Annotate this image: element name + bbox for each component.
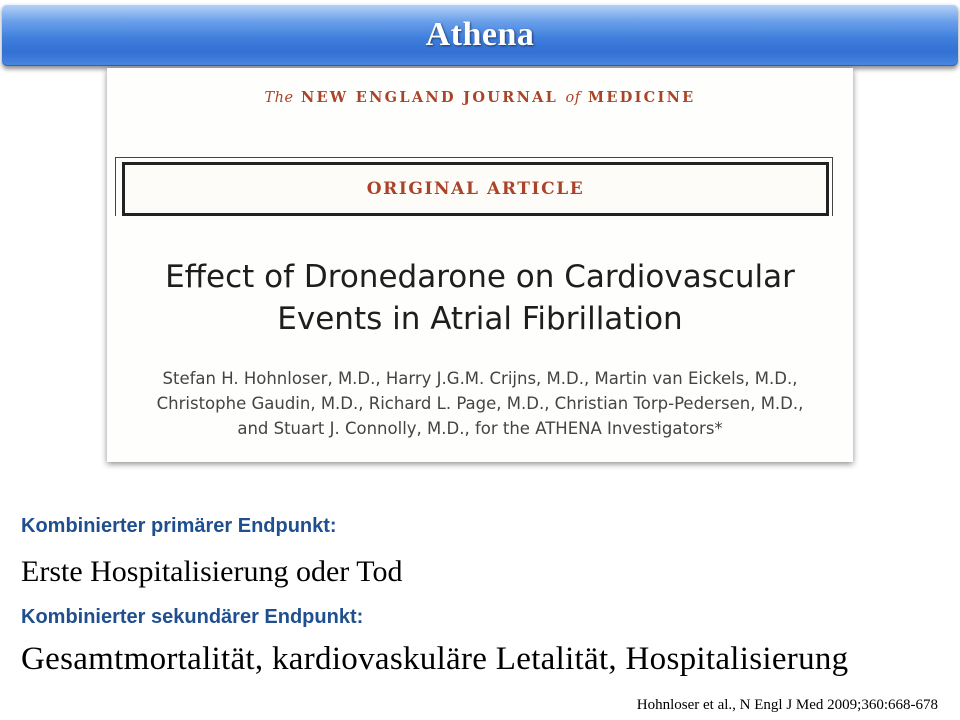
journal-end: MEDICINE	[588, 89, 696, 106]
journal-prefix: The	[264, 90, 294, 106]
article-title: Effect of Dronedarone on Cardiovascular Events in Atrial Fibrillation	[165, 259, 795, 337]
journal-article-image	[107, 68, 853, 462]
article-type: ORIGINAL ARTICLE	[366, 179, 585, 199]
journal-main: NEW ENGLAND JOURNAL	[300, 89, 559, 106]
slide-title: Athena	[425, 16, 535, 53]
journal-of: of	[565, 90, 581, 106]
journal-name	[107, 89, 853, 106]
primary-endpoint-value: Erste Hospitalisierung oder Tod	[21, 555, 403, 588]
secondary-endpoint-label: Kombinierter sekundärer Endpunkt:	[21, 606, 364, 628]
title-banner	[2, 4, 958, 66]
citation: Hohnloser et al., N Engl J Med 2009;360:668-678	[636, 697, 938, 713]
article-authors: Stefan H. Hohnloser, M.D., Harry J.G.M. Crijns, M.D., Martin van Eickels, M.D., Christophe Gaudin, M.D., Richard L. Page, M.D., Christian Torp-Pedersen, M.D., and Stuart J. Connolly, M.D., for the ATHENA Investigators*	[156, 369, 804, 438]
secondary-endpoint-value: Gesamtmortalität, kardiovaskuläre Letalität, Hospitalisierung	[21, 641, 849, 677]
primary-endpoint-label: Kombinierter primärer Endpunkt:	[21, 515, 337, 537]
article-type-box	[122, 162, 829, 216]
